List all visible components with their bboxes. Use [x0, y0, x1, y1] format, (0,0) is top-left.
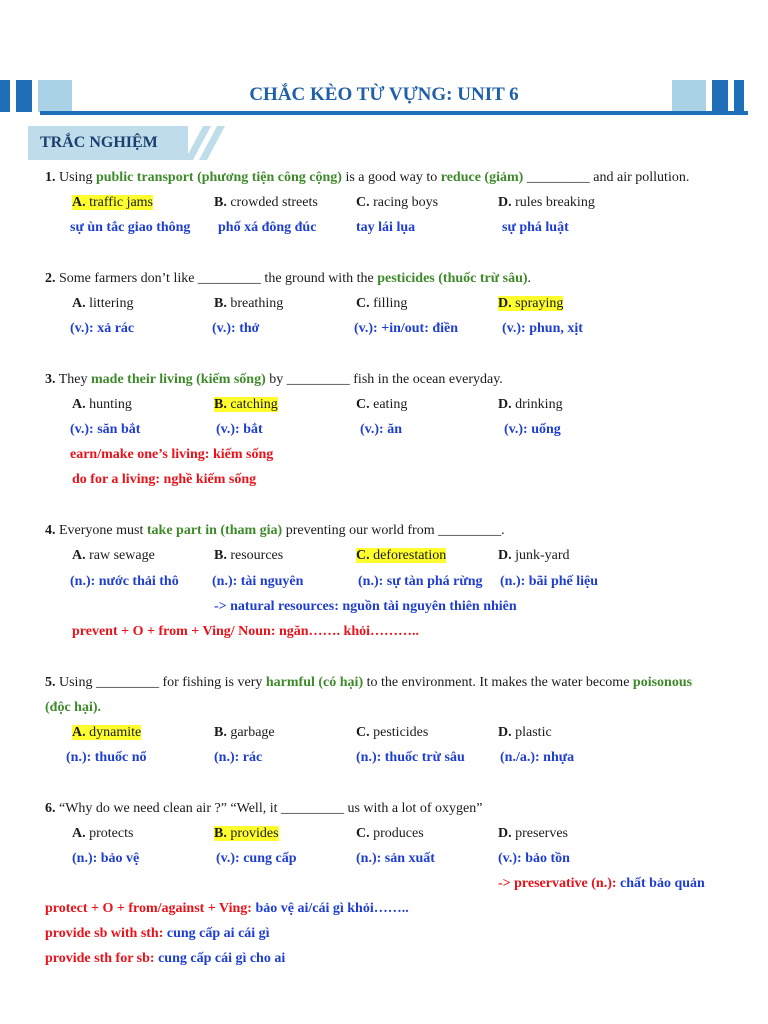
q1-option-a[interactable]: A. traffic jams	[72, 195, 154, 210]
q4-extra-note: -> natural resources: nguồn tài nguyên thiên nhiên	[214, 599, 517, 614]
question-3-stem: 3. They made their living (kiếm sống) by _________ fish in the ocean everyday.	[45, 372, 503, 387]
q3-definition-b: (v.): bắt	[216, 422, 263, 437]
q6-definition-d: (v.): bảo tồn	[498, 851, 570, 866]
q2-option-c[interactable]: C. filling	[356, 296, 408, 311]
q6-option-b[interactable]: B. provides	[214, 826, 279, 841]
q5-option-d[interactable]: D. plastic	[498, 725, 552, 740]
q2-option-b[interactable]: B. breathing	[214, 296, 284, 311]
q3-option-a[interactable]: A. hunting	[72, 397, 132, 412]
q4-definition-a: (n.): nước thải thô	[70, 574, 179, 589]
q4-option-d[interactable]: D. junk-yard	[498, 548, 570, 563]
q3-note-1: earn/make one’s living: kiếm sống	[70, 447, 274, 462]
q3-option-d[interactable]: D. drinking	[498, 397, 563, 412]
q3-option-c[interactable]: C. eating	[356, 397, 408, 412]
q4-option-b[interactable]: B. resources	[214, 548, 284, 563]
q2-definition-c: (v.): +in/out: điền	[354, 321, 459, 336]
q5-option-b[interactable]: B. garbage	[214, 725, 275, 740]
q3-definition-a: (v.): săn bắt	[70, 422, 141, 437]
q5-definition-a: (n.): thuốc nổ	[66, 750, 147, 765]
q5-definition-c: (n.): thuốc trừ sâu	[356, 750, 465, 765]
q2-definition-b: (v.): thở	[212, 321, 260, 336]
q4-note: prevent + O + from + Ving/ Noun: ngăn……. khỏi………..	[72, 624, 420, 639]
q3-option-b[interactable]: B. catching	[214, 397, 278, 412]
question-6-stem: 6. “Why do we need clean air ?” “Well, it _________ us with a lot of oxygen”	[45, 801, 483, 816]
q5-definition-d: (n./a.): nhựa	[500, 750, 575, 765]
q1-option-d[interactable]: D. rules breaking	[498, 195, 595, 210]
q4-definition-b: (n.): tài nguyên	[212, 574, 304, 589]
q6-note-1: protect + O + from/against + Ving: bảo vệ ai/cái gì khỏi……..	[45, 901, 409, 916]
q6-definition-b: (v.): cung cấp	[216, 851, 297, 866]
q2-definition-d: (v.): phun, xịt	[502, 321, 583, 336]
q1-option-b[interactable]: B. crowded streets	[214, 195, 318, 210]
q6-note-2: provide sb with sth: cung cấp ai cái gì	[45, 926, 270, 941]
question-4-stem: 4. Everyone must take part in (tham gia) preventing our world from _________.	[45, 523, 505, 538]
page-title: CHẮC KÈO TỪ VỰNG: UNIT 6	[249, 84, 519, 105]
header-underline	[40, 111, 748, 115]
q4-option-a[interactable]: A. raw sewage	[72, 548, 155, 563]
q1-definition-a: sự ùn tắc giao thông	[70, 220, 191, 235]
q1-definition-c: tay lái lụa	[356, 220, 416, 235]
question-5-stem: 5. Using _________ for fishing is very harmful (có hại) to the environment. It makes the water become poisonous	[45, 675, 693, 690]
q2-definition-a: (v.): xả rác	[70, 321, 135, 336]
q6-extra-note: -> preservative (n.): chất bảo quản	[498, 876, 705, 891]
q1-definition-b: phố xá đông đúc	[218, 220, 317, 235]
q6-definition-c: (n.): sản xuất	[356, 851, 435, 866]
q6-option-c[interactable]: C. produces	[356, 826, 424, 841]
question-1-stem: 1. Using public transport (phương tiện công cộng) is a good way to reduce (giảm) _________ and air pollution.	[45, 170, 690, 185]
q4-option-c[interactable]: C. deforestation	[356, 548, 447, 563]
q6-note-3: provide sth for sb: cung cấp cái gì cho ai	[45, 951, 286, 966]
q1-option-c[interactable]: C. racing boys	[356, 195, 439, 210]
q2-option-a[interactable]: A. littering	[72, 296, 134, 311]
section-title: TRẮC NGHIỆM	[40, 134, 158, 151]
q4-definition-c: (n.): sự tàn phá rừng	[358, 574, 483, 589]
q3-definition-c: (v.): ăn	[360, 422, 402, 437]
q4-definition-d: (n.): bãi phế liệu	[500, 574, 599, 589]
question-5-stem-cont: (độc hại).	[45, 700, 101, 715]
q6-option-d[interactable]: D. preserves	[498, 826, 568, 841]
q5-definition-b: (n.): rác	[214, 750, 263, 765]
q3-definition-d: (v.): uống	[504, 422, 561, 437]
question-2-stem: 2. Some farmers don’t like _________ the ground with the pesticides (thuốc trừ sâu).	[45, 271, 532, 286]
q6-option-a[interactable]: A. protects	[72, 826, 134, 841]
q3-note-2: do for a living: nghề kiếm sống	[72, 472, 257, 487]
q5-option-c[interactable]: C. pesticides	[356, 725, 429, 740]
q5-option-a[interactable]: A. dynamite	[72, 725, 142, 740]
q2-option-d[interactable]: D. spraying	[498, 296, 564, 311]
q6-definition-a: (n.): bảo vệ	[72, 851, 140, 866]
q1-definition-d: sự phá luật	[502, 220, 569, 235]
